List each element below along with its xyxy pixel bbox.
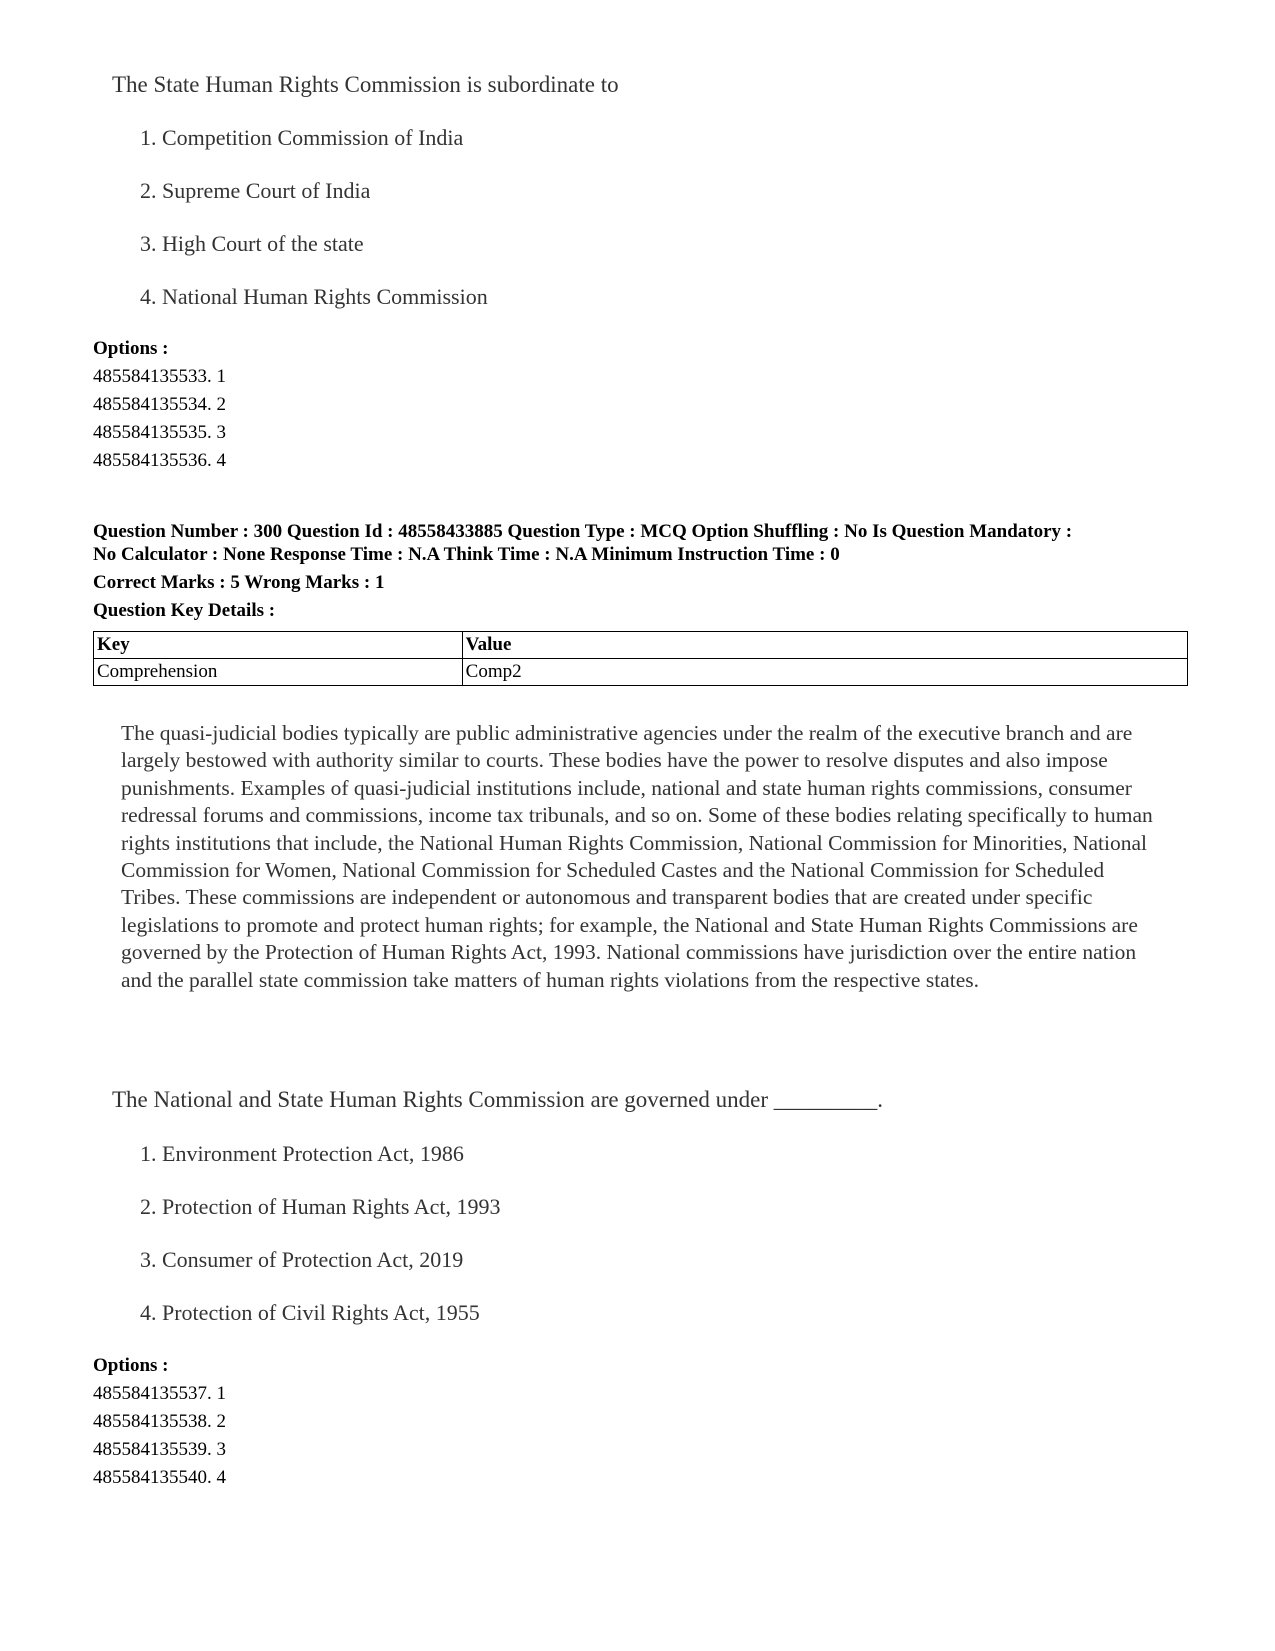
table-cell: Comprehension	[94, 659, 463, 686]
key-details-table	[93, 631, 1188, 686]
option-id: 485584135534. 2	[93, 394, 226, 415]
metadata-line: No Calculator : None Response Time : N.A Think Time : N.A Minimum Instruction Time : 0	[93, 544, 840, 565]
choice-item: 2. Protection of Human Rights Act, 1993	[140, 1194, 501, 1219]
option-id: 485584135539. 3	[93, 1439, 226, 1460]
choice-item: 3. Consumer of Protection Act, 2019	[140, 1247, 464, 1272]
option-id: 485584135540. 4	[93, 1467, 226, 1488]
table-row	[94, 659, 1188, 686]
option-id: 485584135533. 1	[93, 366, 226, 387]
choice-item: 4. Protection of Civil Rights Act, 1955	[140, 1300, 480, 1325]
option-id: 485584135535. 3	[93, 422, 226, 443]
question-metadata	[93, 520, 1203, 622]
option-id: 485584135537. 1	[93, 1383, 226, 1404]
choice-item: 2. Supreme Court of India	[140, 178, 371, 203]
marks-line: Correct Marks : 5 Wrong Marks : 1	[93, 572, 385, 593]
metadata-line: Question Number : 300 Question Id : 48558433885 Question Type : MCQ Option Shuffling : No Is Question Mandatory :	[93, 521, 1073, 542]
table-header-row	[94, 632, 1188, 659]
option-id: 485584135538. 2	[93, 1411, 226, 1432]
question-1-stem: The State Human Rights Commission is subordinate to	[112, 72, 619, 97]
table-header-cell: Value	[462, 632, 1187, 659]
options-label: Options :	[93, 1355, 169, 1376]
choice-item: 3. High Court of the state	[140, 231, 364, 256]
table-header-cell: Key	[94, 632, 463, 659]
option-id: 485584135536. 4	[93, 450, 226, 471]
comprehension-passage: The quasi-judicial bodies typically are public administrative agencies under the realm of the executive branch and are largely bestowed with authority similar to courts. These bodies have the power to resolve disputes and also impose punishments. Examples of quasi-judicial institutions include, national and state human rights commissions, consumer redressal forums and commissions, income tax tribunals, and so on. Some of these bodies relating specifically to human rights institutions that include, the National Human Rights Commission, National Commission for Minorities, National Commission for Women, National Commission for Scheduled Castes and the National Commission for Scheduled Tribes. These commissions are independent or autonomous and transparent bodies that are created under specific legislations to promote and protect human rights; for example, the National and State Human Rights Commissions are governed by the Protection of Human Rights Act, 1993. National commissions have jurisdiction over the entire nation and the parallel state commission take matters of human rights violations from the respective states.	[121, 721, 1153, 992]
choice-item: 4. National Human Rights Commission	[140, 284, 488, 309]
table-cell: Comp2	[462, 659, 1187, 686]
key-details-label: Question Key Details :	[93, 600, 276, 621]
choice-item: 1. Environment Protection Act, 1986	[140, 1141, 464, 1166]
choice-item: 1. Competition Commission of India	[140, 125, 464, 150]
question-2-stem: The National and State Human Rights Commission are governed under _________.	[112, 1087, 884, 1112]
options-label: Options :	[93, 338, 169, 359]
